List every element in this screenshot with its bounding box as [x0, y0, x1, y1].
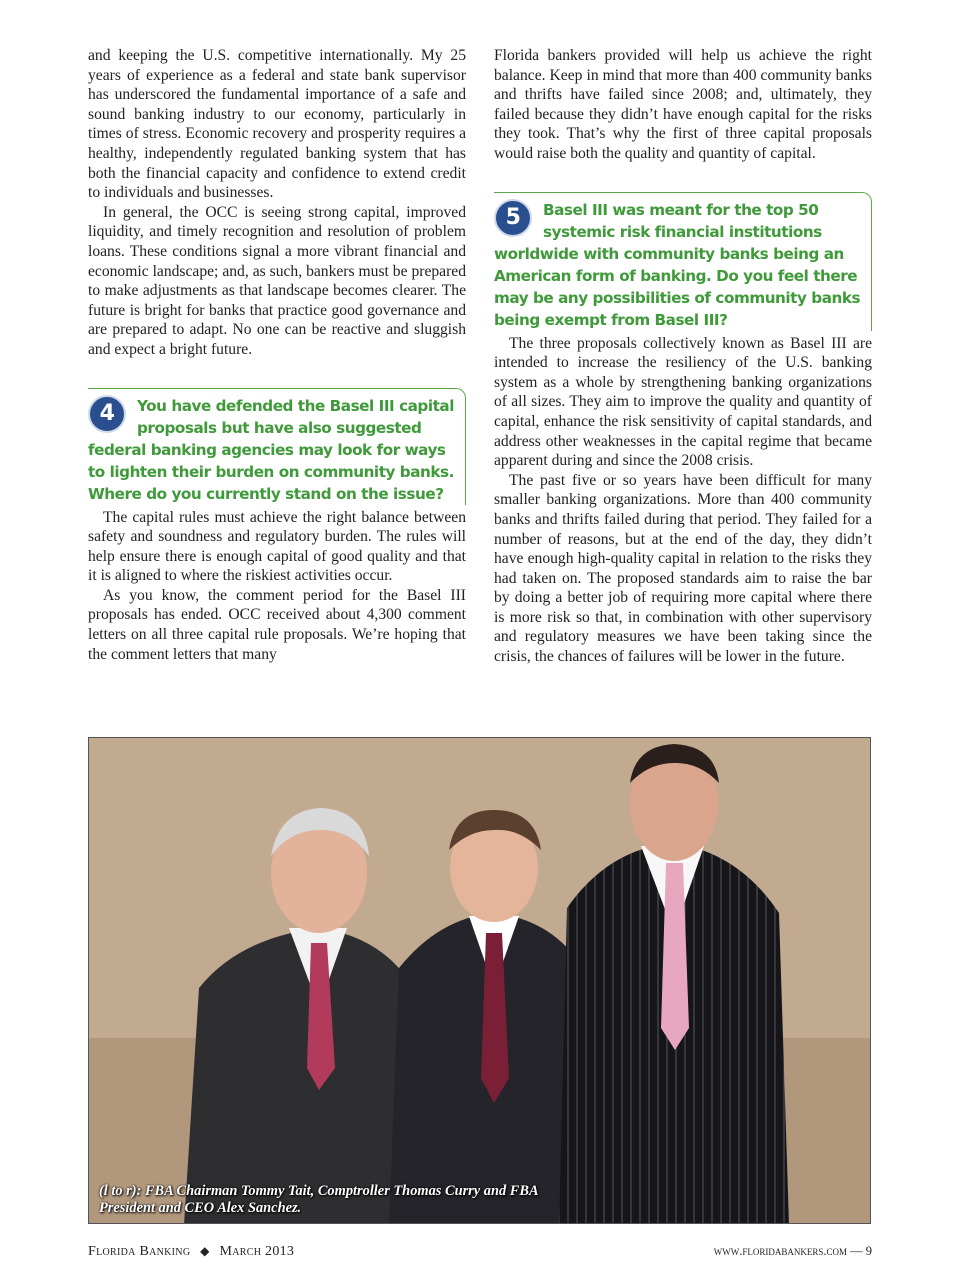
question-5-box — [494, 192, 872, 331]
question-number-badge: 5 — [494, 199, 532, 237]
footer-publication — [88, 1244, 294, 1260]
publication-name: Florida Banking — [88, 1244, 191, 1259]
website-link[interactable]: www.floridabankers.com — [713, 1244, 847, 1258]
issue-date: March 2013 — [219, 1244, 295, 1259]
page-number: 9 — [865, 1244, 872, 1258]
right-column — [494, 46, 872, 667]
question-4-box — [88, 388, 466, 505]
body-paragraph: and keeping the U.S. competitive internationally. My 25 years of experience as a federal and state bank supervisor has underscored the fundamental importance of a safe and sound banking industry to our economy, particularly in times of stress. Economic recovery and prosperity requires a healthy, independently regulated banking system that has both the financial capacity and confidence to extend credit to individuals and businesses. — [88, 47, 466, 202]
left-column — [88, 46, 466, 664]
body-paragraph: The three proposals collectively known as Basel III are intended to increase the resiliency of the U.S. banking system as a whole by strengthening banking organizations of all sizes. They aim to improve the quality and quantity of capital, enhance the risk sensitivity of capital standards, and address other weaknesses in the capital regime that became apparent during and since the 2008 crisis. — [494, 334, 872, 470]
body-paragraph: The past five or so years have been difficult for many smaller banking organizations. More than 400 community banks and thrifts failed during that period. They failed for a number of reasons, but at the end of the day, they didn’t have enough high-quality capital in relation to the risks they had taken on. The proposed standards aim to raise the bar by doing a better job of requiring more capital where there is more risk so that, in combination with other supervisory and regulatory measures we have been taking since the crisis, the chances of failures will be lower in the future. — [494, 471, 872, 666]
diamond-icon: ◆ — [200, 1244, 210, 1258]
body-paragraph: Florida bankers provided will help us achieve the right balance. Keep in mind that more than 400 community banks and thrifts have failed since 2008; and, ultimately, they failed because they didn’t have enough capital for the risks they took. That’s why the first of three capital proposals would raise both the quality and quantity of capital. — [494, 47, 872, 162]
question-text: Basel III was meant for the top 50 systemic risk financial institutions worldwide with community banks being an American form of banking. Do you feel there may be any possibilities of community banks being exempt from Basel III? — [494, 200, 861, 329]
photo-caption: (l to r): FBA Chairman Tommy Tait, Comptroller Thomas Curry and FBA President and CEO Alex Sanchez. — [99, 1183, 538, 1216]
body-paragraph: The capital rules must achieve the right balance between safety and soundness and regulatory burden. The rules will help ensure there is enough capital of good quality and that it is aligned to where the riskiest activities occur. — [88, 508, 466, 585]
group-photo — [88, 737, 871, 1224]
body-paragraph: In general, the OCC is seeing strong capital, improved liquidity, and timely recognition and resolution of problem loans. These conditions signal a more vibrant financial and economic landscape; and, as such, bankers must be prepared to make adjustments as that landscape becomes clearer. The future is bright for banks that practice good governance and are prepared to adapt. No one can be reactive and sluggish and expect a bright future. — [88, 203, 466, 358]
footer-page — [714, 1244, 872, 1259]
body-paragraph: As you know, the comment period for the Basel III proposals has ended. OCC received about 4,300 comment letters on all three capital rule proposals. We’re hoping that the comment letters that many — [88, 586, 466, 663]
question-text: You have defended the Basel III capital proposals but have also suggested federal banking agencies may look for ways to lighten their burden on community banks. Where do you currently stand on the issue? — [88, 396, 454, 503]
question-4 — [88, 395, 459, 505]
question-number-badge: 4 — [88, 395, 126, 433]
photo-illustration — [89, 738, 871, 1224]
question-5 — [494, 199, 865, 331]
page-dash: — — [850, 1244, 863, 1258]
